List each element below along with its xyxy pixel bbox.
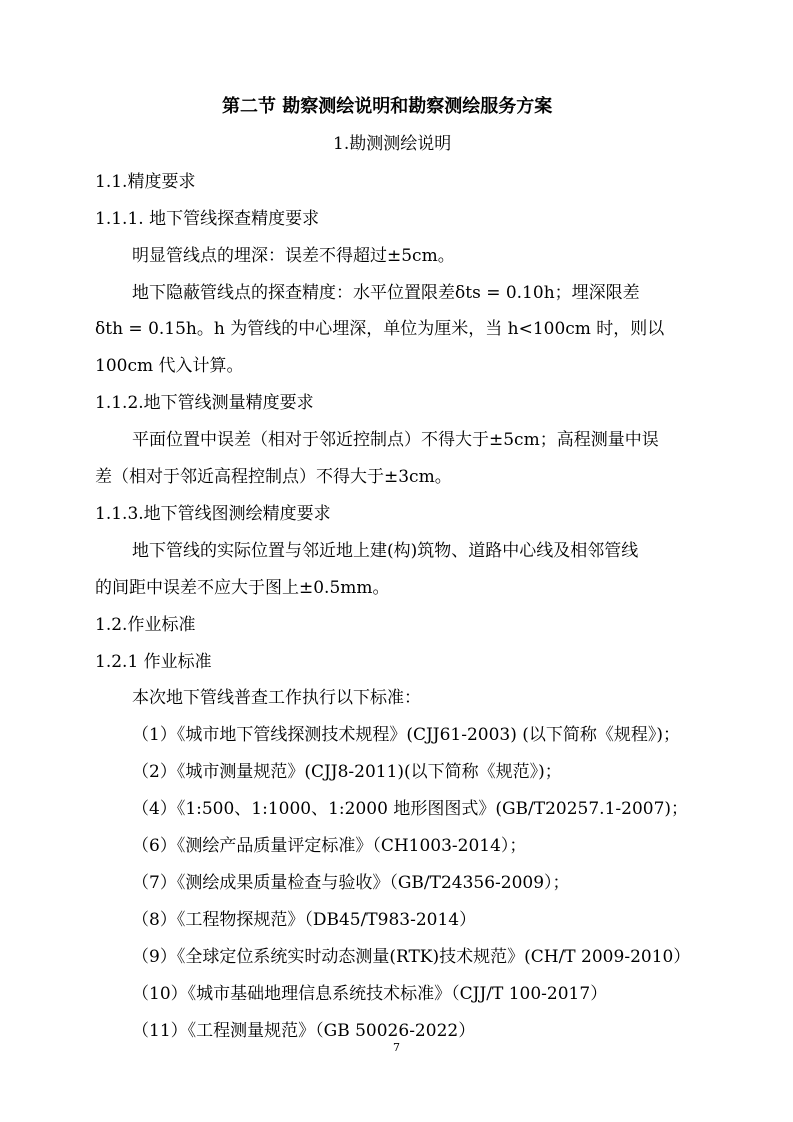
paragraph-line: 平面位置中误差（相对于邻近控制点）不得大于±5cm；高程测量中误 bbox=[132, 430, 659, 450]
paragraph-line: 的间距中误差不应大于图上±0.5mm。 bbox=[95, 578, 390, 598]
paragraph-line: 本次地下管线普查工作执行以下标准： bbox=[132, 688, 421, 708]
heading-1-1-2: 1.1.2.地下管线测量精度要求 bbox=[95, 393, 314, 413]
paragraph-line: 明显管线点的埋深：误差不得超过±5cm。 bbox=[132, 246, 455, 266]
standard-item: （8）《工程物探规范》（DB45/T983-2014） bbox=[132, 910, 477, 930]
heading-1-1-3: 1.1.3.地下管线图测绘精度要求 bbox=[95, 504, 331, 524]
paragraph-line: δth = 0.15h。h 为管线的中心埋深，单位为厘米，当 h<100cm 时，则以 bbox=[95, 319, 665, 339]
paragraph-line: 差（相对于邻近高程控制点）不得大于±3cm。 bbox=[95, 467, 452, 487]
heading-1-1: 1.1.精度要求 bbox=[95, 172, 196, 192]
standard-item: （4）《1:500、1:1000、1:2000 地形图图式》(GB/T20257.1-2007)； bbox=[132, 799, 689, 819]
heading-1-2: 1.2.作业标准 bbox=[95, 615, 196, 635]
section-title: 第二节 勘察测绘说明和勘察测绘服务方案 bbox=[222, 96, 553, 117]
heading-1-2-1: 1.2.1 作业标准 bbox=[95, 652, 212, 672]
heading-1-1-1: 1.1.1. 地下管线探查精度要求 bbox=[95, 209, 320, 229]
standard-item: （9）《全球定位系统实时动态测量(RTK)技术规范》(CH/T 2009-2010） bbox=[132, 947, 691, 967]
page-number: 7 bbox=[393, 1041, 400, 1054]
paragraph-line: 地下隐蔽管线点的探查精度：水平位置限差δts = 0.10h；埋深限差 bbox=[132, 283, 640, 303]
standard-item: （1）《城市地下管线探测技术规程》(CJJ61-2003) (以下简称《规程》)； bbox=[132, 725, 681, 745]
standard-item: （11）《工程测量规范》（GB 50026-2022） bbox=[132, 1021, 476, 1041]
standard-item: （7）《测绘成果质量检查与验收》（GB/T24356-2009）； bbox=[132, 873, 570, 893]
standard-item: （2）《城市测量规范》(CJJ8-2011)(以下简称《规范》)； bbox=[132, 762, 562, 782]
subtitle: 1.勘测测绘说明 bbox=[333, 134, 452, 154]
standard-item: （6）《测绘产品质量评定标准》（CH1003-2014）； bbox=[132, 836, 527, 856]
paragraph-line: 100cm 代入计算。 bbox=[95, 356, 244, 376]
paragraph-line: 地下管线的实际位置与邻近地上建(构)筑物、道路中心线及相邻管线 bbox=[132, 541, 639, 561]
standard-item: （10）《城市基础地理信息系统技术标准》（CJJ/T 100-2017） bbox=[132, 984, 608, 1004]
